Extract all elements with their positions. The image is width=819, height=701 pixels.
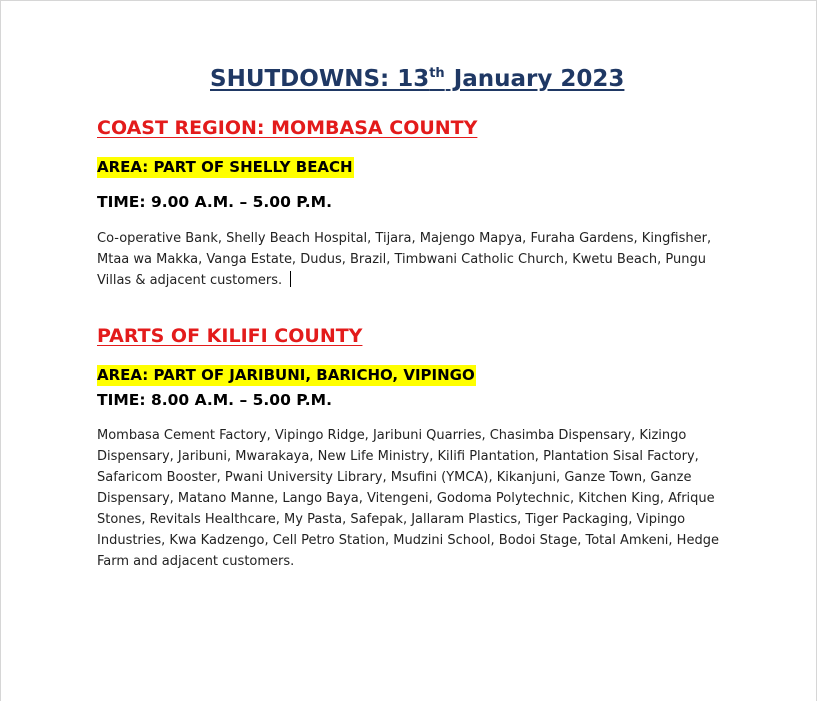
title-superscript: th (429, 66, 445, 81)
area-highlight: AREA: PART OF SHELLY BEACH (97, 158, 353, 176)
region-heading-mombasa: COAST REGION: MOMBASA COUNTY (97, 117, 478, 139)
region-heading-kilifi: PARTS OF KILIFI COUNTY (97, 325, 363, 347)
page-title (210, 66, 624, 92)
area-label-jaribuni (97, 366, 476, 384)
time-label-jaribuni: TIME: 8.00 A.M. – 5.00 P.M. (97, 391, 332, 409)
area-label-shelly-beach (97, 158, 354, 176)
time-label-shelly-beach: TIME: 9.00 A.M. – 5.00 P.M. (97, 193, 332, 211)
customer-list-shelly-beach (97, 228, 732, 291)
customer-list-text: Co-operative Bank, Shelly Beach Hospital, Tijara, Majengo Mapya, Furaha Gardens, Kingfisher, Mtaa wa Makka, Vanga Estate, Dudus, Brazil, Timbwani Catholic Church, Kwetu Beach, Pungu Villas & adjacent customers. (97, 231, 712, 288)
title-prefix: SHUTDOWNS: 13 (210, 66, 430, 92)
title-suffix: January 2023 (445, 66, 625, 92)
area-highlight: AREA: PART OF JARIBUNI, BARICHO, VIPINGO (97, 366, 475, 384)
text-cursor (290, 271, 291, 287)
customer-list-jaribuni: Mombasa Cement Factory, Vipingo Ridge, Jaribuni Quarries, Chasimba Dispensary, Kizingo Dispensary, Jaribuni, Mwarakaya, New Life Ministry, Kilifi Plantation, Plantation Sisal Factory, Safaricom Booster, Pwani University Library, Msufini (YMCA), Kikanjuni, Ganze Town, Ganze Dispensary, Matano Manne, Lango Baya, Vitengeni, Godoma Polytechnic, Kitchen King, Afrique Stones, Revitals Healthcare, My Pasta, Safepak, Jallaram Plastics, Tiger Packaging, Vipingo Industries, Kwa Kadzengo, Cell Petro Station, Mudzini School, Bodoi Stage, Total Amkeni, Hedge Farm and adjacent customers. (97, 428, 719, 569)
